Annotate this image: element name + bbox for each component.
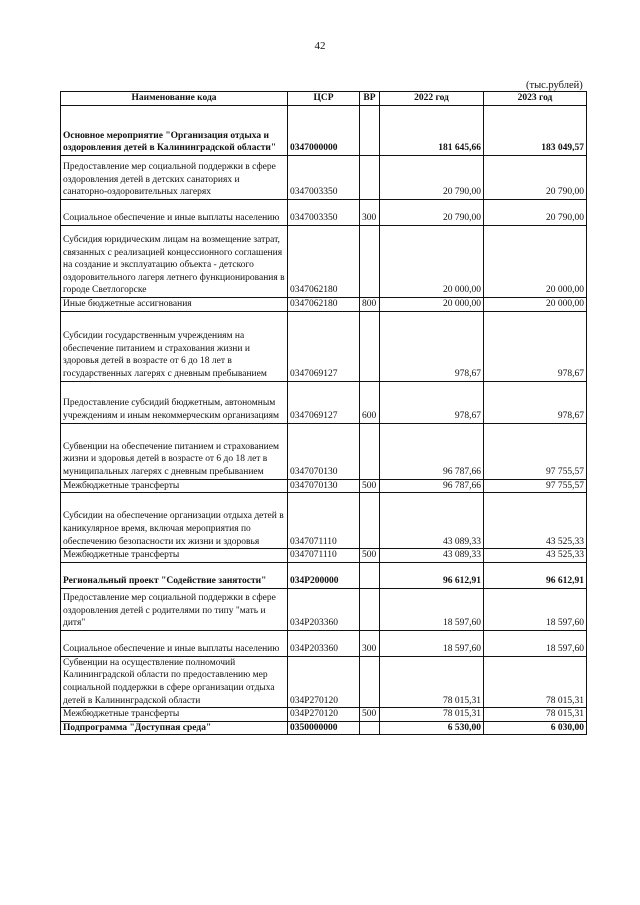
header-2023: 2023 год [484,92,587,106]
row-2022: 18 597,60 [380,588,484,630]
row-2022: 20 000,00 [380,226,484,298]
row-vr: 800 [360,298,380,312]
table-body [61,106,587,735]
page-number: 42 [314,40,326,52]
row-vr [360,226,380,298]
row-vr [360,493,380,549]
row-name: Региональный проект "Содействие занятости" [61,562,288,588]
row-csr: 0347071110 [288,549,360,563]
header-2022: 2022 год [380,92,484,106]
row-name: Субвенции на обеспечение питанием и страхованием жизни и здоровья детей в возрасте от 6 до 18 лет в муниципальных лагерях с дневным пребыванием [61,423,288,479]
row-vr [360,423,380,479]
row-2023: 6 030,00 [484,721,587,735]
row-vr: 600 [360,381,380,423]
row-vr: 500 [360,708,380,722]
row-2023: 43 525,33 [484,549,587,563]
row-csr: 0350000000 [288,721,360,735]
table-row [61,656,587,707]
row-2023: 978,67 [484,311,587,381]
row-name: Межбюджетные трансферты [61,479,288,493]
row-name: Субвенции на осуществление полномочий Калининградской области по предоставлению мер социальной поддержки в сфере организации отдыха детей в Калининградской области [61,656,288,707]
row-vr [360,588,380,630]
row-2023: 96 612,91 [484,562,587,588]
units-label: (тыс.рублей) [526,80,583,91]
row-2023: 97 755,57 [484,423,587,479]
table-row [61,479,587,493]
row-csr: 0347062180 [288,298,360,312]
table-row [61,311,587,381]
budget-table [60,91,587,735]
row-vr [360,721,380,735]
row-vr [360,311,380,381]
row-2022: 43 089,33 [380,549,484,563]
row-csr: 0347003350 [288,156,360,200]
row-2022: 43 089,33 [380,493,484,549]
table-row [61,630,587,656]
row-2023: 978,67 [484,381,587,423]
row-2022: 18 597,60 [380,630,484,656]
row-name: Предоставление мер социальной поддержки в сфере оздоровления детей в детских санаториях и санаторно-оздоровительных лагерях [61,156,288,200]
row-vr [360,562,380,588]
table-row [61,588,587,630]
row-2023: 20 790,00 [484,200,587,226]
row-vr: 300 [360,200,380,226]
row-csr: 034P203360 [288,588,360,630]
row-2023: 43 525,33 [484,493,587,549]
row-2022: 20 790,00 [380,200,484,226]
row-name: Основное мероприятие "Организация отдыха и оздоровления детей в Калининградской области" [61,106,288,156]
row-2023: 183 049,57 [484,106,587,156]
table-row [61,226,587,298]
row-2022: 20 790,00 [380,156,484,200]
row-name: Межбюджетные трансферты [61,549,288,563]
row-name: Социальное обеспечение и иные выплаты населению [61,630,288,656]
row-2023: 20 000,00 [484,298,587,312]
row-csr: 0347070130 [288,423,360,479]
table-row [61,493,587,549]
row-vr [360,106,380,156]
row-2023: 20 790,00 [484,156,587,200]
row-csr: 0347069127 [288,311,360,381]
row-2023: 18 597,60 [484,630,587,656]
row-2023: 20 000,00 [484,226,587,298]
row-csr: 034P270120 [288,708,360,722]
row-csr: 034P203360 [288,630,360,656]
row-2022: 978,67 [380,311,484,381]
table-row [61,106,587,156]
table-row [61,200,587,226]
header-vr: ВР [360,92,380,106]
row-csr: 0347000000 [288,106,360,156]
table-row [61,562,587,588]
row-2022: 6 530,00 [380,721,484,735]
row-vr: 300 [360,630,380,656]
row-csr: 0347062180 [288,226,360,298]
row-2022: 978,67 [380,381,484,423]
row-csr: 0347003350 [288,200,360,226]
row-vr: 500 [360,549,380,563]
row-name: Предоставление субсидий бюджетным, автономным учреждениям и иным некоммерческим организациям [61,381,288,423]
row-csr: 034P200000 [288,562,360,588]
table-row [61,298,587,312]
row-name: Субсидия юридическим лицам на возмещение затрат, связанных с реализацией концессионного соглашения на создание и эксплуатацию объекта - детского оздоровительного лагеря летнего функционирования в городе Светлогорске [61,226,288,298]
table-row [61,381,587,423]
row-name: Субсидии государственным учреждениям на обеспечение питанием и страхования жизни и здоровья детей в возрасте от 6 до 18 лет в государственных лагерях с дневным пребыванием [61,311,288,381]
row-vr [360,156,380,200]
row-name: Субсидии на обеспечение организации отдыха детей в каникулярное время, включая мероприятия по обеспечению безопасности их жизни и здоровья [61,493,288,549]
row-vr: 500 [360,479,380,493]
row-2022: 78 015,31 [380,656,484,707]
row-2022: 181 645,66 [380,106,484,156]
table-row [61,721,587,735]
row-csr: 0347071110 [288,493,360,549]
table-row [61,708,587,722]
table-row [61,549,587,563]
row-2022: 20 000,00 [380,298,484,312]
row-csr: 034P270120 [288,656,360,707]
row-2023: 97 755,57 [484,479,587,493]
row-name: Предоставление мер социальной поддержки в сфере оздоровления детей с родителями по типу "мать и дитя" [61,588,288,630]
header-csr: ЦСР [288,92,360,106]
row-2022: 78 015,31 [380,708,484,722]
header-name: Наименование кода [61,92,288,106]
row-2023: 18 597,60 [484,588,587,630]
row-2023: 78 015,31 [484,656,587,707]
row-2023: 78 015,31 [484,708,587,722]
row-csr: 0347069127 [288,381,360,423]
row-2022: 96 612,91 [380,562,484,588]
table-row [61,156,587,200]
row-name: Подпрограмма "Доступная среда" [61,721,288,735]
row-name: Межбюджетные трансферты [61,708,288,722]
row-vr [360,656,380,707]
row-name: Иные бюджетные ассигнования [61,298,288,312]
table-header-row [61,92,587,106]
table-row [61,423,587,479]
row-2022: 96 787,66 [380,423,484,479]
row-2022: 96 787,66 [380,479,484,493]
row-name: Социальное обеспечение и иные выплаты населению [61,200,288,226]
row-csr: 0347070130 [288,479,360,493]
